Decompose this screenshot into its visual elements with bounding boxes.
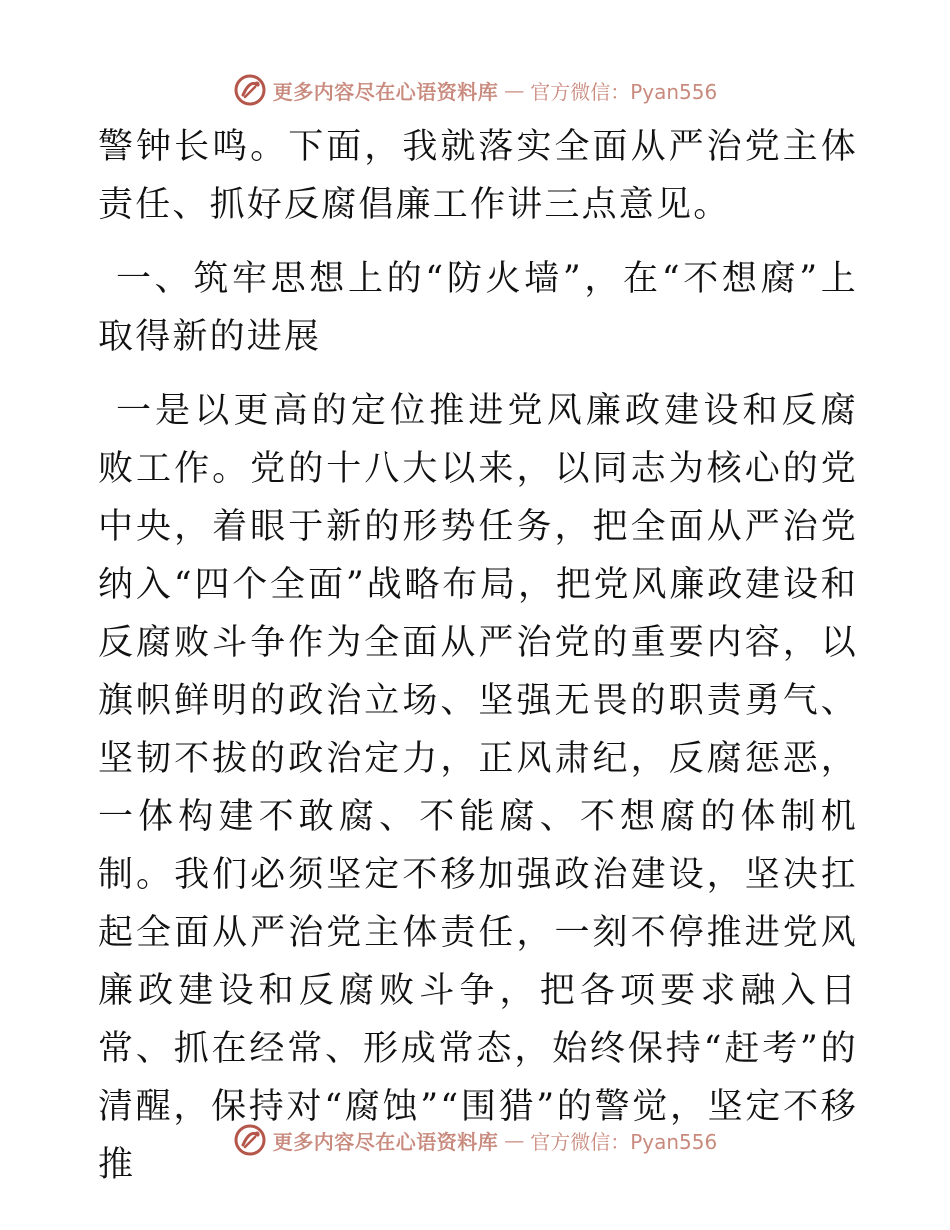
banner-brand-text: 更多内容尽在心语资料库 <box>272 1129 499 1154</box>
banner-brand-text: 更多内容尽在心语资料库 <box>272 79 499 104</box>
header-banner <box>0 72 950 108</box>
banner-separator: — <box>504 1128 525 1152</box>
section-heading: 一、筑牢思想上的“防火墙”，在“不想腐”上取得新的进展 <box>98 259 858 357</box>
banner-wechat-text: 官方微信：Pyan556 <box>530 1129 718 1154</box>
banner-separator: — <box>504 78 525 102</box>
paragraph-intro: 警钟长鸣。下面，我就落实全面从严治党主体责任、抓好反腐倡廉工作讲三点意见。 <box>98 127 858 225</box>
red-seal-logo-icon <box>233 73 267 107</box>
banner-wechat-text: 官方微信：Pyan556 <box>530 79 718 104</box>
red-seal-logo-icon <box>233 1123 267 1157</box>
document-body <box>98 118 858 1210</box>
paragraph-point-one: 一是以更高的定位推进党风廉政建设和反腐败工作。党的十八大以来，以同志为核心的党中央，着眼于新的形势任务，把全面从严治党纳入“四个全面”战略布局，把党风廉政建设和反腐败斗争作为全面从严治党的重要内容，以旗帜鲜明的政治立场、坚强无畏的职责勇气、坚韧不拔的政治定力，正风肃纪，反腐惩恶，一体构建不敢腐、不能腐、不想腐的体制机制。我们必须坚定不移加强政治建设，坚决扛起全面从严治党主体责任，一刻不停推进党风廉政建设和反腐败斗争，把各项要求融入日常、抓在经常、形成常态，始终保持“赶考”的清醒，保持对“腐蚀”“围猎”的警觉，坚定不移推 <box>98 391 858 1185</box>
footer-banner <box>0 1122 950 1158</box>
